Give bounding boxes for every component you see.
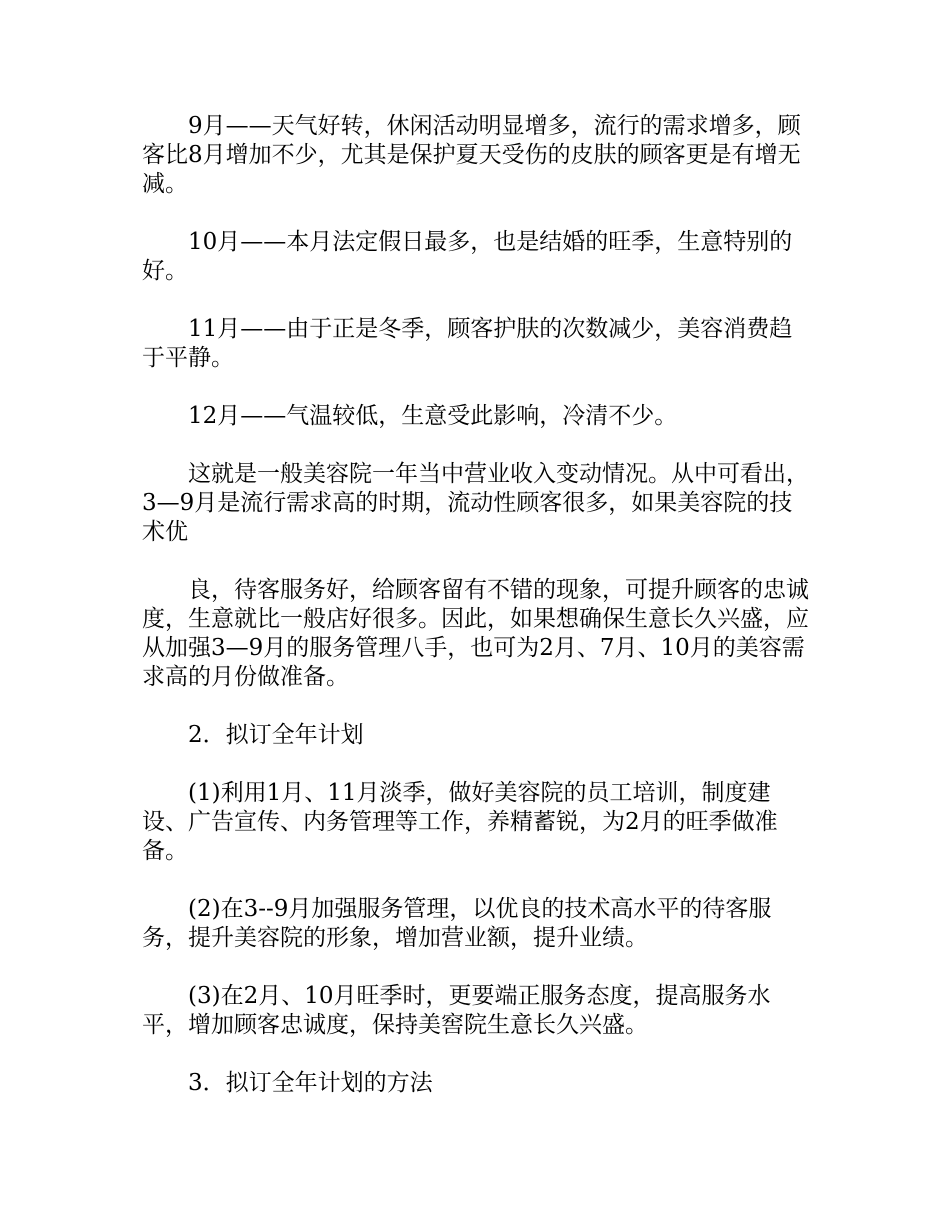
plan-item-1: (1)利用1月、11月淡季，做好美容院的员工培训，制度建设、广告宣传、内务管理等工作，养精蓄锐，为2月的旺季做准备。 xyxy=(142,780,778,864)
plan-item-3: (3)在2月、10月旺季时，更要端正服务态度，提高服务水平，增加顾客忠诚度，保持美窖院生意长久兴盛。 xyxy=(142,983,771,1038)
paragraph-november: 11月——由于正是冬季，顾客护肤的次数减少，美容消费趋于平静。 xyxy=(142,316,793,371)
paragraph-october: 10月——本月法定假日最多，也是结婚的旺季，生意特别的好。 xyxy=(142,229,793,284)
paragraph-summary-continued: 良，待客服务好，给顾客留有不错的现象，可提升顾客的忠诚度，生意就比一般店好很多。因此，如果想确保生意长久兴盛，应从加强3—9月的服务管理八手，也可为2月、7月、10月的美容需求高的月份做准备。 xyxy=(142,577,809,690)
plan-item-2: (2)在3--9月加强服务管理，以优良的技术高水平的待客服务，提升美容院的形象，增加营业额，提升业绩。 xyxy=(142,896,772,951)
paragraph-december: 12月——气温较低，生意受此影响，冷清不少。 xyxy=(188,403,678,429)
paragraph-summary: 这就是一般美容院一年当中营业收入变动情况。从中可看出，3—9月是流行需求高的时期，流动性顾客很多，如果美容院的技术优 xyxy=(142,461,809,545)
section-heading-annual-plan: 2．拟订全年计划 xyxy=(188,722,364,748)
paragraph-september: 9月——天气好转，休闲活动明显增多，流行的需求增多，顾客比8月增加不少，尤其是保护夏天受伤的皮肤的顾客更是有增无减。 xyxy=(142,113,801,197)
section-heading-plan-method: 3．拟订全年计划的方法 xyxy=(188,1070,433,1096)
document-body xyxy=(142,112,814,1098)
